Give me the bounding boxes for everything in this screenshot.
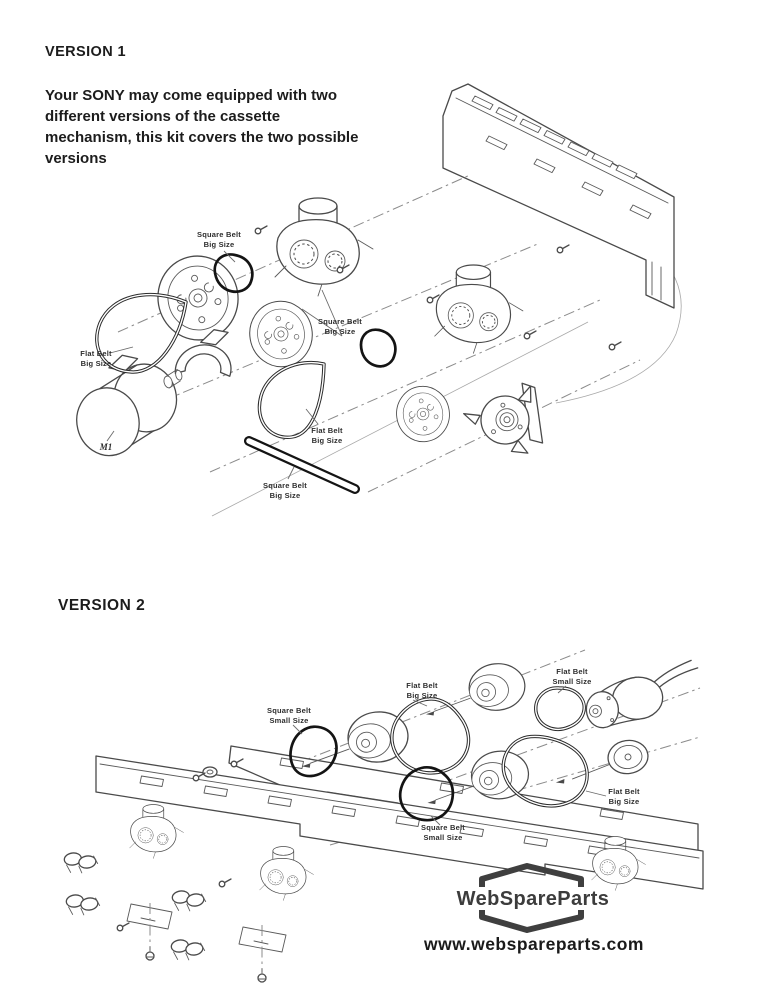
- version1-diagram: [63, 84, 681, 516]
- intro-paragraph: Your SONY may come equipped with two different versions of the cassette mechanism, this kit covers the two possible versions: [45, 87, 359, 167]
- belt-label-line: Big Size: [311, 436, 343, 445]
- label-square-belt-top: [197, 230, 241, 249]
- screw-icon: [557, 245, 569, 253]
- belt-label-line: Big Size: [203, 240, 235, 249]
- mechanism-cluster-2: [260, 847, 314, 901]
- pinch-roller: [172, 888, 207, 913]
- pinch-roller: [66, 892, 101, 917]
- version2-heading: VERSION 2: [58, 597, 146, 614]
- mechanism-assembly-1: [275, 198, 373, 296]
- screw-icon: [117, 923, 129, 931]
- belt-label-line: Big Size: [608, 797, 640, 806]
- label-square-belt-small-left: [267, 706, 311, 725]
- label-flat-belt-big-right: [608, 787, 640, 806]
- label-flat-belt-big-top: [406, 681, 438, 700]
- belt-label-line: Big Size: [406, 691, 438, 700]
- label-square-belt-small-bottom: [421, 823, 465, 842]
- screw-icon: [609, 342, 621, 350]
- pinch-roller: [64, 850, 99, 875]
- belt-label-line: Big Size: [269, 491, 301, 500]
- label-square-belt-long: [263, 481, 307, 500]
- label-square-belt-mid: [318, 317, 362, 336]
- belt-label-line: Flat Belt: [556, 667, 588, 676]
- screw-icon: [255, 226, 267, 234]
- label-flat-belt-left: [80, 349, 112, 368]
- gear-bracket: [461, 382, 544, 462]
- pulley-plain: [393, 383, 453, 445]
- logo-text: WebSpareParts: [456, 888, 610, 910]
- screw-head: [258, 969, 266, 982]
- version2-diagram: [64, 650, 703, 982]
- pinch-roller: [171, 937, 206, 962]
- belt-flat-small: [536, 688, 584, 729]
- belt-label-line: Square Belt: [267, 706, 311, 715]
- belt-label-line: Flat Belt: [311, 426, 343, 435]
- belt-label-line: Square Belt: [421, 823, 465, 832]
- belt-label-line: Square Belt: [318, 317, 362, 326]
- grommet: [203, 767, 217, 777]
- belt-label-line: Small Size: [552, 677, 592, 686]
- belt-label-line: Flat Belt: [80, 349, 112, 358]
- flywheel-large: [151, 250, 244, 347]
- version1-heading: VERSION 1: [45, 44, 126, 60]
- belt-label-line: Square Belt: [263, 481, 307, 490]
- belt-label-line: Flat Belt: [406, 681, 438, 690]
- belt-label-line: Square Belt: [197, 230, 241, 239]
- label-flat-belt-small: [552, 667, 591, 686]
- belt-label-line: Small Size: [423, 833, 463, 842]
- label-flat-belt-mid: [311, 426, 343, 445]
- mechanism-cluster-1: [130, 805, 184, 859]
- belt-label-line: Small Size: [269, 716, 309, 725]
- flywheel-mid: [245, 296, 318, 371]
- motor-label: M1: [99, 442, 113, 452]
- website-url: www.webspareparts.com: [424, 934, 644, 954]
- belt-label-line: Big Size: [80, 359, 112, 368]
- belt-label-line: Big Size: [324, 327, 356, 336]
- screw-icon: [219, 879, 231, 887]
- screw-head: [146, 947, 154, 960]
- belt-square-big-mid: [361, 330, 395, 367]
- belt-label-line: Flat Belt: [608, 787, 640, 796]
